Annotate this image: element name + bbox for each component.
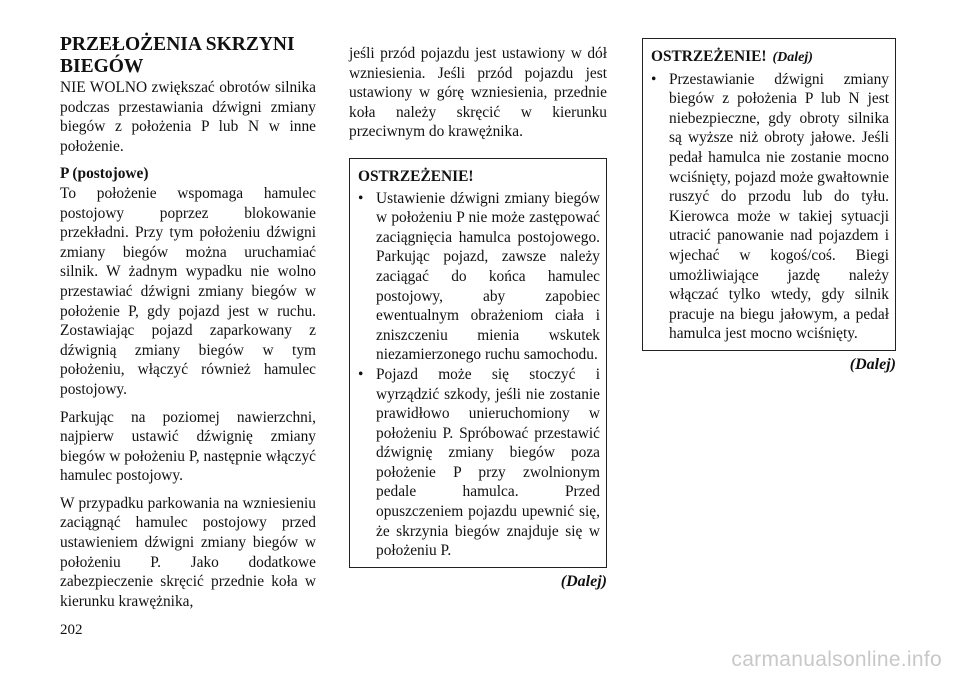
warning-box bbox=[349, 158, 607, 568]
continued-label: (Dalej) bbox=[849, 355, 896, 373]
column-left bbox=[60, 34, 316, 619]
warning-list bbox=[651, 70, 889, 344]
park-paragraph: To położenie wspomaga hamulec postojowy poprzez blokowanie przekładni. Przy tym położeniu dźwigni zmiany biegów można uruchamiać silnik. W żadnym wypadku nie wolno przestawiać dźwigni zmiany biegów w położenie P, gdy pojazd jest w ruchu. Zostawiając pojazd zaparkowany z dźwignią zmiany biegów w tym położeniu, włączyć również hamulec postojowy. bbox=[60, 184, 316, 398]
warning-box-continued bbox=[642, 38, 896, 351]
column-middle bbox=[349, 44, 607, 591]
warning-title: OSTRZEŻENIE! bbox=[358, 167, 474, 185]
continued-label: (Dalej) bbox=[560, 572, 607, 590]
warning-item: • Pojazd może się stoczyć i wyrządzić szkody, jeśli nie zostanie prawidłowo unieruchomiony w położeniu P. Spróbować przestawić dźwignię zmiany biegów poza położenie P przy zwolnionym pedale hamulca. Przed opuszczeniem pojazdu upewnić się, że skrzynia biegów znajduje się w położeniu P. bbox=[358, 365, 600, 560]
warning-list bbox=[358, 189, 600, 561]
column-right bbox=[642, 38, 896, 375]
subheading-park: P (postojowe) bbox=[60, 165, 149, 183]
warning-title: OSTRZEŻENIE! (Dalej) bbox=[651, 48, 813, 65]
bullet-icon: • bbox=[651, 70, 657, 88]
section-heading: PRZEŁOŻENIA SKRZYNI BIEGÓW bbox=[60, 34, 295, 77]
watermark: carmanualsonline.info bbox=[731, 648, 942, 671]
warning-item: • Ustawienie dźwigni zmiany biegów w położeniu P nie może zastępować zaciągnięcia hamulca postojowego. Parkując pojazd, zawsze należy zaciągać do końca hamulec postojowy, aby zapobiec ewentualnym obrażeniom ciała i zniszczeniu mienia wskutek niezamierzonego ruchu samochodu. bbox=[358, 189, 600, 364]
slope-parking-paragraph: W przypadku parkowania na wzniesieniu zaciągnąć hamulec postojowy przed ustawieniem dźwigni zmiany biegów w położeniu P. Jako dodatkowe zabezpieczenie skręcić przednie koła w kierunku krawężnika, bbox=[60, 494, 316, 610]
bullet-icon: • bbox=[358, 365, 364, 383]
continued-paragraph: jeśli przód pojazdu jest ustawiony w dół wzniesienia. Jeśli przód pojazdu jest ustawiony w górę wzniesienia, przednie koła należy skręcić w kierunku przeciwnym do krawężnika. bbox=[349, 45, 607, 141]
warning-continued-tag: (Dalej) bbox=[772, 50, 813, 65]
intro-paragraph: NIE WOLNO zwiększać obrotów silnika podczas przestawiania dźwigni zmiany biegów z położenia P lub N w inne położenie. bbox=[60, 79, 316, 155]
page-number: 202 bbox=[60, 622, 83, 638]
level-parking-paragraph: Parkując na poziomej nawierzchni, najpierw ustawić dźwignię zmiany biegów w położeniu P, następnie włączyć hamulec postojowy. bbox=[60, 408, 316, 485]
warning-item: • Przestawianie dźwigni zmiany biegów z położenia P lub N jest niebezpieczne, gdy obroty silnika są wyższe niż obroty jałowe. Jeśli pedał hamulca nie zostanie mocno wciśnięty, pojazd może gwałtownie ruszyć do przodu lub do tyłu. Kierowca może w takiej sytuacji utracić panowanie nad pojazdem i wjechać w kogoś/coś. Biegi umożliwiające jazdę należy włączać tylko wtedy, gdy silnik pracuje na biegu jałowym, a pedał hamulca jest mocno wciśnięty. bbox=[651, 70, 889, 343]
bullet-icon: • bbox=[358, 189, 364, 207]
